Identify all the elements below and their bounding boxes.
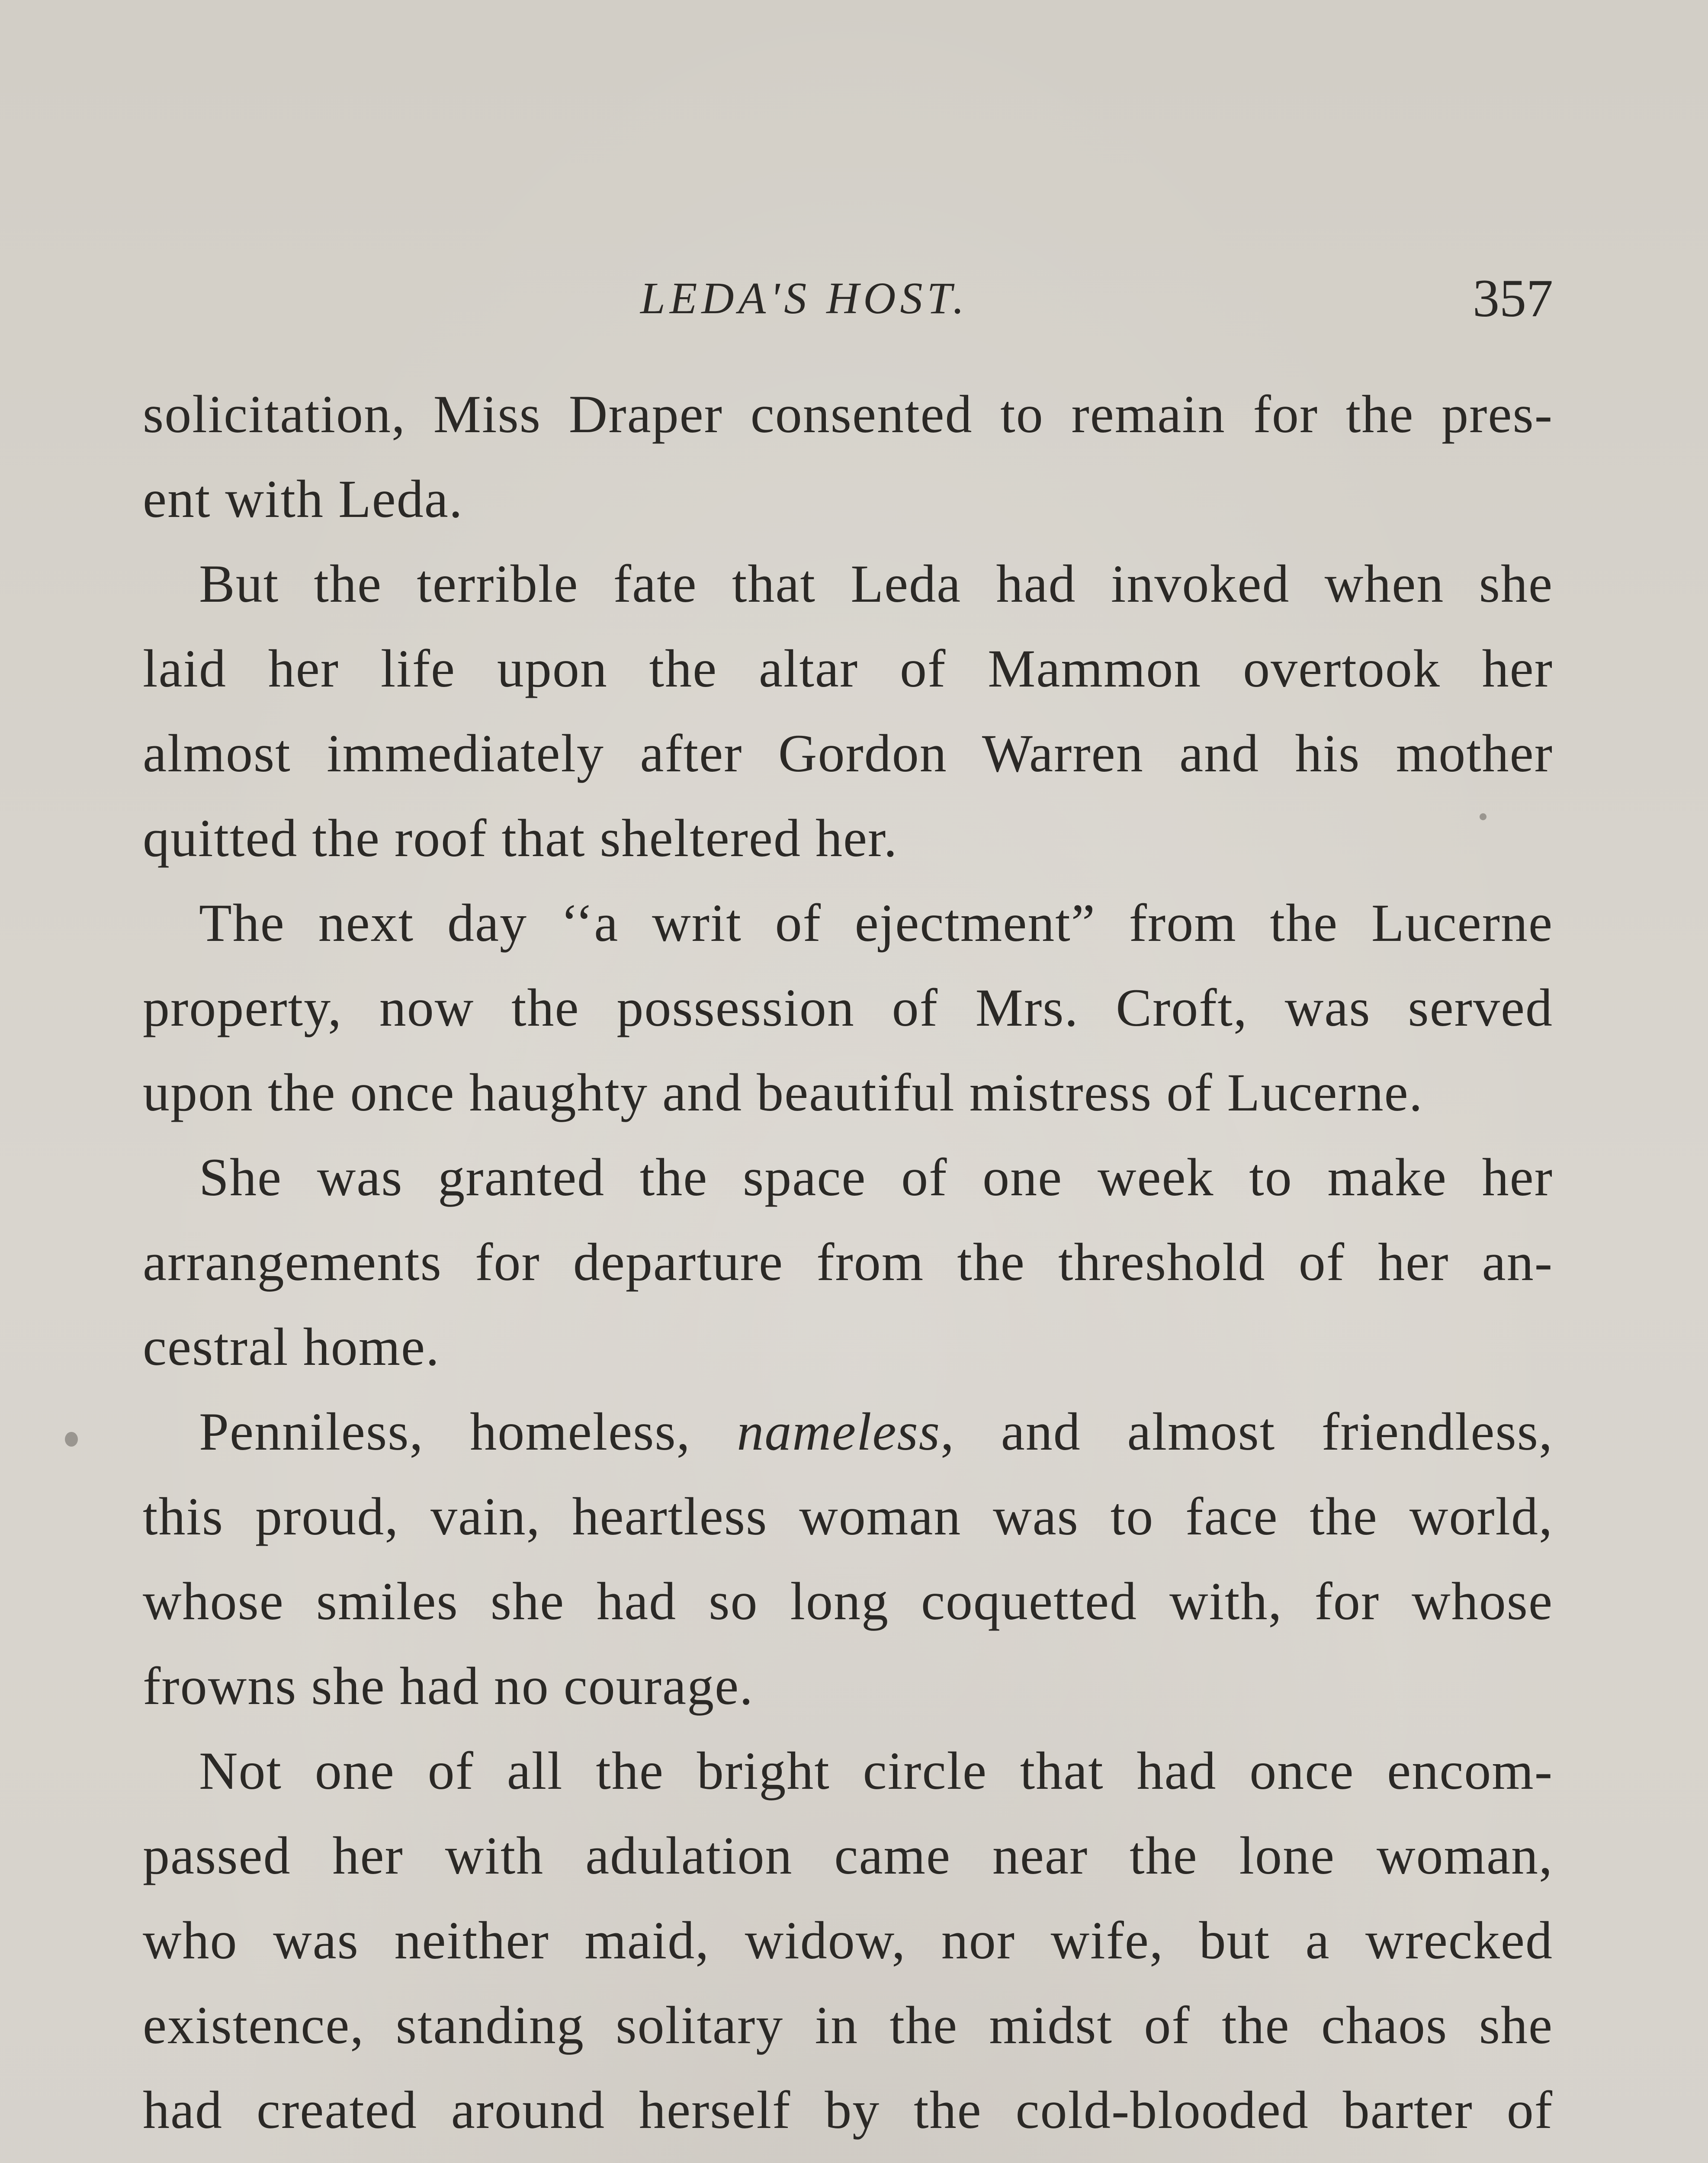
- running-title: LEDA'S HOST.: [640, 273, 969, 323]
- paragraph: [143, 372, 1553, 542]
- body-text: [143, 372, 1553, 2163]
- text-line: upon the once haughty and beautiful mistress of Lucerne.: [143, 1063, 1423, 1122]
- paper-speck: [1480, 813, 1486, 820]
- text-fragment: , and almost friendless,: [941, 1402, 1553, 1461]
- text-line: frowns she had no courage.: [143, 1656, 754, 1716]
- paragraph: [143, 542, 1553, 881]
- text-line: solicitation, Miss Draper consented to remain for the pres-: [143, 385, 1553, 444]
- text-line: existence, standing solitary in the midst of the chaos she: [143, 1996, 1553, 2055]
- text-line: She was granted the space of one week to make her: [199, 1148, 1553, 1207]
- text-line: this proud, vain, heartless woman was to face the world,: [143, 1487, 1553, 1546]
- text-line: ent with Leda.: [143, 469, 463, 529]
- text-line: [143, 2153, 1553, 2163]
- text-line: had created around herself by the cold-blooded barter of: [143, 2080, 1553, 2140]
- text-line: quitted the roof that sheltered her.: [143, 809, 898, 868]
- text-line: almost immediately after Gordon Warren and his mother: [143, 724, 1553, 783]
- paragraph: [143, 1135, 1553, 1390]
- text-line: Not one of all the bright circle that had once encom-: [199, 1741, 1553, 1800]
- text-line: laid her life upon the altar of Mammon overtook her: [143, 639, 1553, 698]
- text-line: The next day ‘‘a writ of ejectment” from the Lucerne: [199, 893, 1553, 953]
- text-line: passed her with adulation came near the lone woman,: [143, 1826, 1553, 1885]
- text-fragment: Penniless, homeless,: [199, 1402, 737, 1461]
- text-line: cestral home.: [143, 1317, 440, 1377]
- text-line: property, now the possession of Mrs. Croft, was served: [143, 978, 1553, 1037]
- emphasized-word: nameless: [737, 1402, 941, 1461]
- paragraph: [143, 881, 1553, 1135]
- paragraph: [143, 1390, 1553, 1729]
- paper-speck: [65, 1432, 78, 1447]
- text-line: whose smiles she had so long coquetted with, for whose: [143, 1572, 1553, 1631]
- text-line: who was neither maid, widow, nor wife, but a wrecked: [143, 1911, 1553, 1970]
- page-number: 357: [1473, 269, 1553, 328]
- paragraph: [143, 1729, 1553, 2163]
- text-line: arrangements for departure from the threshold of her an-: [143, 1232, 1553, 1292]
- text-line: [143, 1390, 1553, 1474]
- running-head: [143, 264, 1553, 333]
- text-line: But the terrible fate that Leda had invoked when she: [199, 554, 1553, 613]
